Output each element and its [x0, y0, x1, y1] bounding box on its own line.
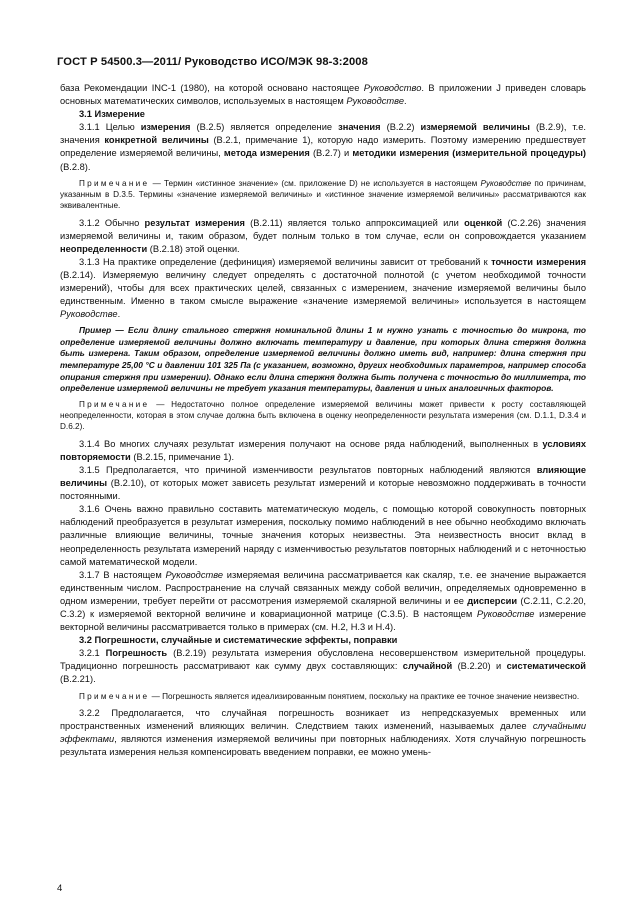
text-run: (В.2.18) этой оценки.: [147, 243, 240, 254]
text-run: , являются изменения измеряемой величины при повторных наблюдениях. Хотя случайную погрешность результата измерения нельзя компенсировать введением поправки, ее можно умень-: [60, 734, 586, 758]
text-run: .: [404, 96, 407, 107]
text-run: по причинам, указанным в D.3.5. Термины «значение измеряемой величины» и «истинное значение измеряемой величины» рассматриваются как эквивалентные.: [60, 178, 586, 211]
note-label: Примечание: [79, 691, 150, 701]
example-block: Пример — Если длину стального стержня номинальной длины 1 м нужно узнать с точностью до микрона, то определение измеряемой величины должно включать температуру и давление, при которых длина стержня должна быть измерена. Таким образом, определение измеряемой величины должно иметь вид, например: длина стержня при температуре 25,00 °С и давлении 101 325 Па (с указанием, возможно, других необходимых параметров, например способа опирания стержня при измерении). Однако если длина стержня должна быть получена с точностью до миллиметра, то определение измеряемой величины не требует указания температуры, давления и иных аналогичных факторов.: [60, 325, 586, 394]
text-run: 3.1.5 Предполагается, что причиной изменчивости результатов повторных наблюдений являются: [79, 464, 537, 475]
text-run: . В приложении J приведен словарь основных математических символов, используемых в настоящем: [60, 83, 587, 107]
text-run: Руководстве: [476, 608, 535, 619]
text-run: Руководстве: [165, 569, 224, 580]
text-run: влияющие величины: [60, 464, 586, 489]
text-run: конкретной величины: [104, 135, 209, 146]
text-run: случайными эффектами: [60, 720, 586, 745]
text-run: значения: [338, 122, 381, 133]
note-2: [60, 399, 586, 433]
text-run: (В.2.8).: [60, 161, 91, 172]
text-run: измеряемой величины: [420, 122, 530, 133]
paragraph-3-2-2: [60, 707, 586, 759]
note-1: [60, 178, 586, 212]
page-header: ГОСТ Р 54500.3—2011/ Руководство ИСО/МЭК 98-3:2008: [57, 56, 368, 68]
text-run: 3.1.1 Целью: [79, 122, 141, 133]
text-run: дисперсии: [467, 595, 518, 606]
text-run: 3.1.4 Во многих случаях результат измерения получают на основе ряда наблюдений, выполненных в: [79, 438, 543, 449]
text-run: результат измерения: [144, 217, 245, 228]
text-run: Руководство: [363, 83, 422, 93]
text-run: (В.2.21).: [60, 674, 96, 685]
text-run: (В.2.15, примечание 1).: [130, 451, 235, 462]
note-3: [60, 691, 586, 702]
text-run: .: [117, 309, 121, 320]
text-run: (В.2.1, примечание 1), которую надо измерить. Поэтому измерению предшествует определение измеряемой величины,: [60, 135, 587, 159]
text-run: (С.2.11, С.2.20, С.3.2) к измеряемой векторной величине и ковариационной матрице (С.3.5). В настоящем: [60, 595, 586, 619]
text-run: точности измерения: [491, 256, 586, 267]
paragraph-3-1-3: [60, 256, 586, 321]
text-run: 3.2.2 Предполагается, что случайная погрешность возникает из непредсказуемых временных или пространственных изменений влияющих величин. Следствием таких изменений, называемых далее: [60, 707, 586, 731]
text-run: Руководстве: [60, 309, 118, 320]
text-run: (В.2.2): [380, 122, 421, 133]
text-run: (В.2.11) является только аппроксимацией или: [244, 217, 465, 228]
text-run: метода измерения: [223, 148, 310, 159]
section-heading-3-1: 3.1 Измерение: [79, 109, 145, 120]
text-run: измеряемая величина рассматривается как скаляр, т.е. ее значение выражается единственным числом. Распространение на случай связанных между собой величин, определяемых одновременно в одном измерении, требует перейти от рассмотрения измеряемой скалярной величины и ее: [60, 569, 587, 606]
text-run: 3.1.3 На практике определение (дефиниция) измеряемой величины зависит от требований к: [79, 256, 492, 267]
text-run: 3.1.7 В настоящем: [79, 569, 166, 580]
page-number: 4: [57, 883, 63, 894]
text-run: методики измерения (измерительной процедуры): [352, 148, 587, 159]
text-run: (В.2.5) является определение: [190, 122, 339, 133]
text-run: база Рекомендации INC-1 (1980), на которой основано настоящее: [60, 83, 364, 93]
text-run: (С.2.26) значения измеряемой величины и, таким образом, будет полным только в том случае, если он сопровождается указанием: [60, 217, 586, 241]
text-run: измерение векторной величины рассматривается только в примерах (см. Н.2, Н.3 и Н.4).: [60, 608, 586, 633]
text-run: (В.2.10), от которых может зависеть результат измерений и которые невозможно поддерживать в точности постоянными.: [60, 478, 586, 502]
text-run: случайной: [402, 661, 453, 672]
paragraph-3-1-6: 3.1.6 Очень важно правильно составить математическую модель, с помощью которой совокупность повторных наблюдений преобразуется в результат измерения, поскольку помимо наблюдений в нее обычно необходимо включать различные влияющие величины, точные значения которых неизвестны. Эта неизвестность вносит вклад в неопределенность результата измерений наряду с изменчивостью результатов повторных наблюдений и с неточностью самой математической модели.: [60, 504, 586, 567]
text-run: (В.2.20) и: [452, 661, 507, 672]
text-run: неопределенности: [60, 243, 148, 254]
text-run: Руководстве: [346, 96, 404, 107]
text-run: оценкой: [464, 217, 503, 228]
text-run: 3.1.2 Обычно: [79, 217, 145, 228]
section-heading-3-2: 3.2 Погрешности, случайные и систематические эффекты, поправки: [79, 635, 398, 646]
intro-paragraph: [60, 82, 586, 108]
text-run: 3.2.1: [79, 648, 106, 659]
text-run: (В.2.14). Измеряемую величину следует определять с достаточной полнотой (с учетом необходимой точности измерений), чтобы для всех практических целей, связанных с измерением, значение измеряемой величины было единственным. Именно в таком смысле выражение «значение измеряемой величины» используется в настоящем: [60, 269, 586, 307]
note-label: Примечание: [79, 178, 150, 188]
text-run: Руководстве: [480, 178, 532, 188]
text-run: (В.2.19) результата измерения обусловлена несовершенством измерительной процедуры. Традиционно погрешность рассматривают как сумму двух составляющих:: [60, 648, 586, 672]
text-run: (В.2.9), т.е. значения: [60, 122, 587, 146]
note-label: Примечание: [79, 399, 150, 409]
text-run: (В.2.7) и: [309, 148, 353, 159]
document-body: [60, 82, 586, 759]
text-run: — Термин «истинное значение» (см. приложение D) не используется в настоящем: [149, 178, 481, 188]
text-run: систематической: [506, 661, 586, 672]
text-run: условиях повторяемости: [60, 438, 586, 462]
paragraph-3-1-5: [60, 464, 586, 503]
text-run: — Недостаточно полное определение измеряемой величины может привести к росту составляющей неопределенности, которая в этом случае должна быть включена в оценку неопределенности результата измерения (см. D.1.1, D.3.4 и D.6.2).: [60, 399, 586, 432]
paragraph-3-1-2: [60, 217, 586, 256]
paragraph-3-1-1: [60, 121, 586, 173]
paragraph-3-2-1: [60, 647, 586, 686]
text-run: измерения: [140, 122, 191, 133]
text-run: Погрешность: [105, 648, 168, 659]
text-run: — Погрешность является идеализированным понятием, поскольку на практике ее точное значение неизвестно.: [149, 691, 580, 701]
paragraph-3-1-7: [60, 569, 586, 634]
paragraph-3-1-4: [60, 438, 586, 464]
